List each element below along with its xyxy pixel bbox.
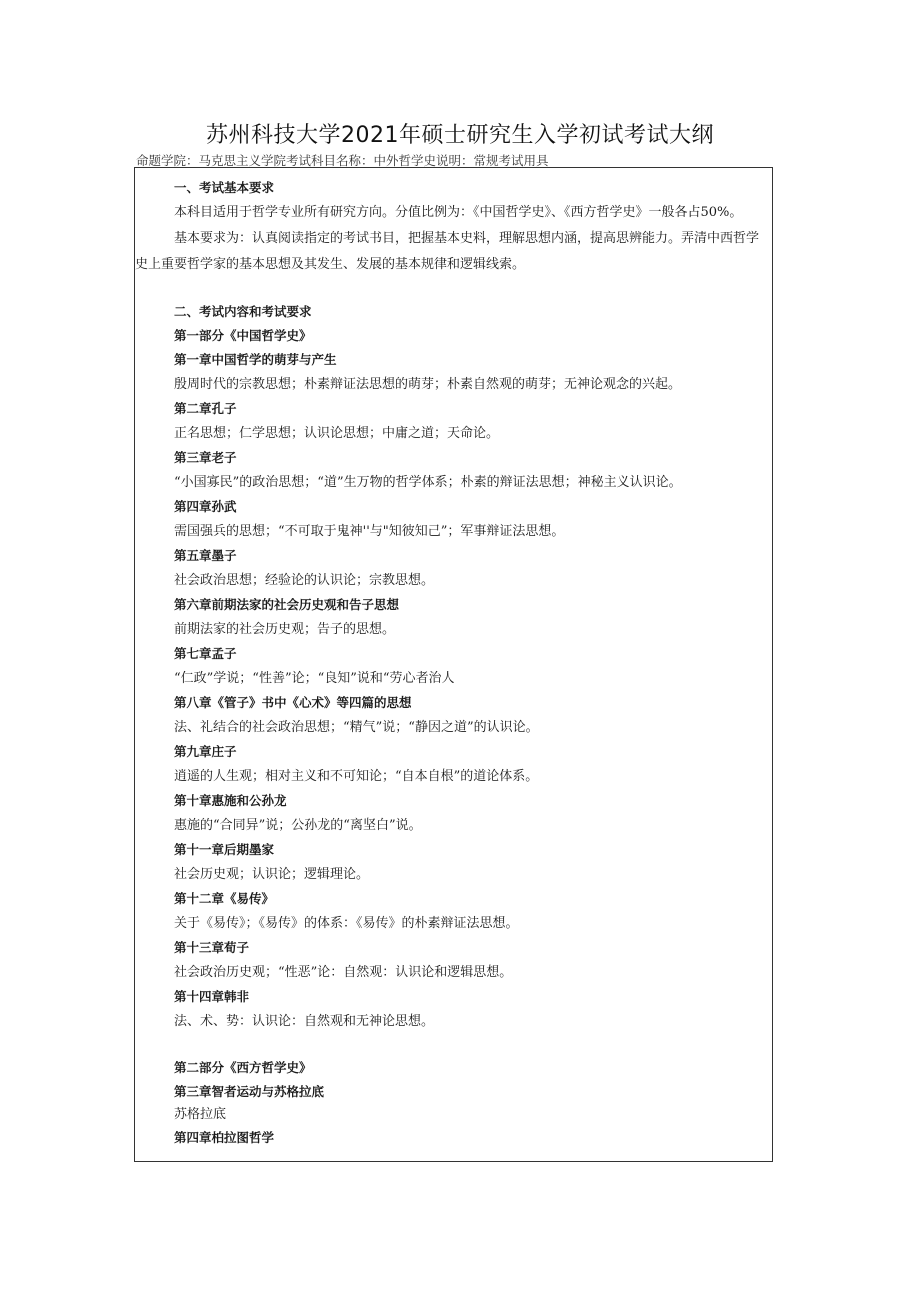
chapter-body: 社会政治思想；经验论的认识论；宗教思想。 xyxy=(174,573,435,588)
section1-paragraph-2: 基本要求为：认真阅读指定的考试书目，把握基本史料，理解思想内涵，提高思辨能力。弄清中西哲学史上重要哲学家的基本思想及其发生、发展的基本规律和逻辑线索。 xyxy=(135,231,760,272)
chapter-body: 关于《易传》；《易传》的体系：《易传》的朴素辩证法思想。 xyxy=(174,916,519,931)
chapter-body: 前期法家的社会历史观；告子的思想。 xyxy=(174,622,396,637)
chapter-body: 正名思想；仁学思想；认识论思想；中庸之道；天命论。 xyxy=(174,426,500,441)
meta-college: 命题学院：马克思主义学院 xyxy=(136,153,287,168)
chapter-title: 第五章墨子 xyxy=(174,548,237,563)
chapter-list xyxy=(174,348,766,1034)
chapter-title: 第十章惠施和公孙龙 xyxy=(174,793,287,808)
chapter-title: 第三章智者运动与苏格拉底 xyxy=(174,1084,325,1099)
chapter-body: “小国寡民”的政治思想；“道”生万物的哲学体系；朴素的辩证法思想；神秘主义认识论。 xyxy=(174,475,682,490)
spacer xyxy=(174,278,766,300)
section1-paragraph-1: 本科目适用于哲学专业所有研究方向。分值比例为：《中国哲学史》、《西方哲学史》一般各占50%。 xyxy=(174,205,743,220)
chapter-body: 社会历史观；认识论；逻辑理论。 xyxy=(174,867,370,882)
spacer xyxy=(174,1034,766,1056)
part2-heading: 第二部分《西方哲学史》 xyxy=(174,1060,312,1075)
chapter-body: 社会政治历史观；“性恶”论：自然观：认识论和逻辑思想。 xyxy=(174,965,513,980)
chapter-title: 第九章庄子 xyxy=(174,744,237,759)
chapter-body: 需国强兵的思想；“不可取于鬼神''与"知彼知己”；军事辩证法思想。 xyxy=(174,524,565,539)
chapter-body: 惠施的“合同异”说；公孙龙的“离坚白”说。 xyxy=(174,818,422,833)
chapter-title: 第十四章韩非 xyxy=(174,989,250,1004)
content-box xyxy=(134,167,773,1162)
section2-heading: 二、考试内容和考试要求 xyxy=(174,304,312,319)
chapter-body: 法、术、势：认识论：自然观和无神论思想。 xyxy=(174,1014,435,1029)
chapter-title: 第十一章后期墨家 xyxy=(174,842,275,857)
chapter-body: 苏格拉底 xyxy=(174,1107,227,1122)
chapter-body: 逍遥的人生观；相对主义和不可知论；“自本自根”的道论体系。 xyxy=(174,769,539,784)
page-title: 苏州科技大学2021年硕士研究生入学初试考试大纲 xyxy=(206,123,714,148)
chapter-title: 第二章孔子 xyxy=(174,401,237,416)
chapter-title: 第八章《管子》书中《心术》等四篇的思想 xyxy=(174,695,412,710)
meta-subject: 考试科目名称：中外哲学史 xyxy=(286,153,437,168)
chapter-title: 第六章前期法家的社会历史观和告子思想 xyxy=(174,597,400,612)
section1-heading: 一、考试基本要求 xyxy=(174,180,275,195)
chapter-title: 第十二章《易传》 xyxy=(174,891,275,906)
chapter-body: 法、礼结合的社会政治思想；“精气”说；“静因之道”的认识论。 xyxy=(174,720,539,735)
chapter-title: 第四章柏拉图哲学 xyxy=(174,1130,275,1145)
content-inner xyxy=(135,176,766,1150)
chapter-title: 第四章孙武 xyxy=(174,499,237,514)
chapter-title: 第十三章荀子 xyxy=(174,940,250,955)
chapter-title: 第七章孟子 xyxy=(174,646,237,661)
chapter-body: 殷周时代的宗教思想；朴素辩证法思想的萌芽；朴素自然观的萌芽；无神论观念的兴起。 xyxy=(174,377,682,392)
part1-heading: 第一部分《中国哲学史》 xyxy=(174,328,312,343)
chapter-title: 第三章老子 xyxy=(174,450,237,465)
meta-note: 说明：常规考试用具 xyxy=(436,153,549,168)
chapter-body: “仁政”学说；“性善”论；“良知”说和“劳心者治人 xyxy=(174,671,455,686)
chapter-title: 第一章中国哲学的萌芽与产生 xyxy=(174,352,337,367)
